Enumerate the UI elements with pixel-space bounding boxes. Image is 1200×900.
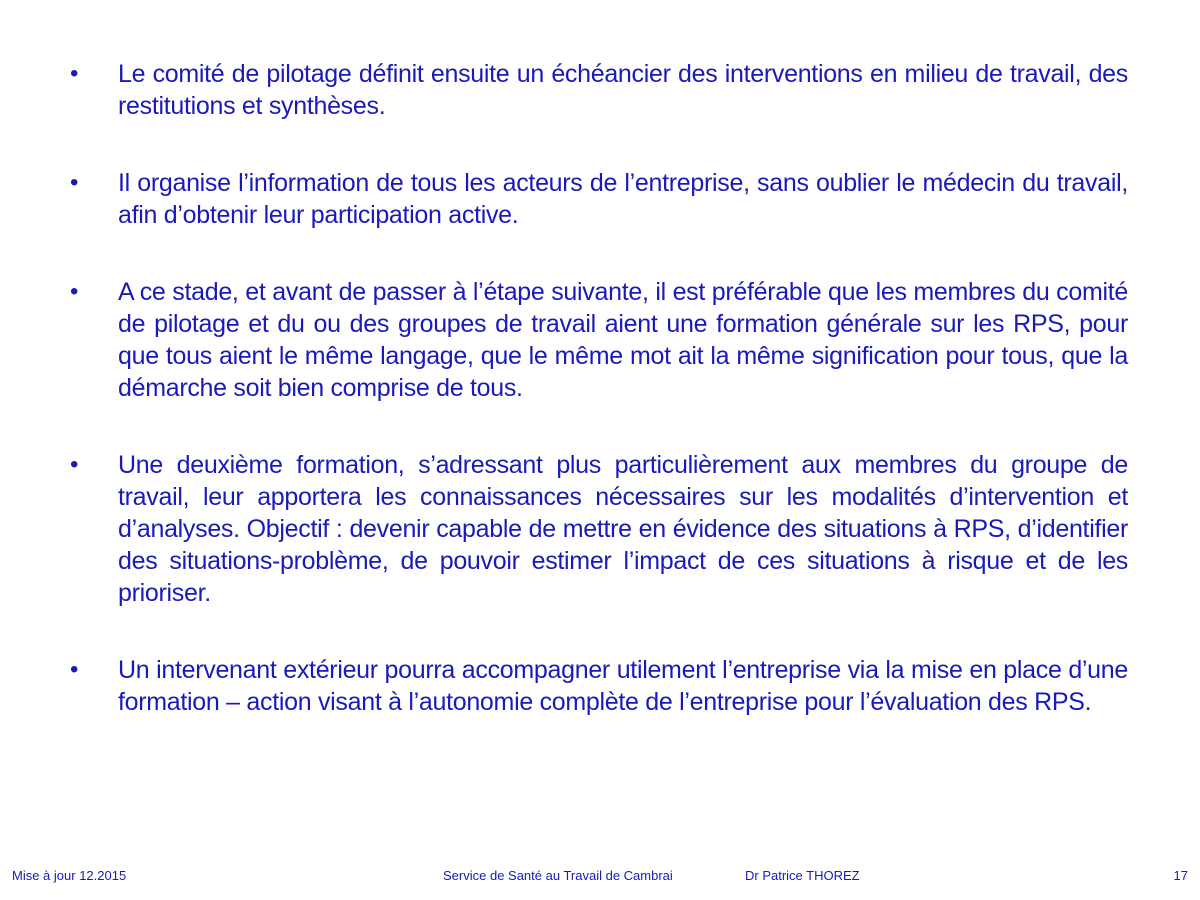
bullet-icon: • xyxy=(70,278,79,305)
bullet-text: A ce stade, et avant de passer à l’étape suivante, il est préférable que les membres du comité de pilotage et du ou des groupes de travail aient une formation générale sur les RPS, pour que tous aient le même langage, que le même mot ait la même signification pour tous, que la démarche soit bien comprise de tous. xyxy=(118,278,1128,402)
footer-updated-date: Mise à jour 12.2015 xyxy=(12,868,127,883)
page-number: 17 xyxy=(1173,868,1188,883)
bullet-icon: • xyxy=(70,451,79,478)
bullet-item xyxy=(70,276,1128,404)
bullet-icon: • xyxy=(70,656,79,683)
bullet-text: Un intervenant extérieur pourra accompagner utilement l’entreprise via la mise en place d’une formation – action visant à l’autonomie complète de l’entreprise pour l’évaluation des RPS. xyxy=(118,656,1128,716)
bullet-item xyxy=(70,167,1128,231)
bullet-icon: • xyxy=(70,60,79,87)
bullet-icon: • xyxy=(70,169,79,196)
bullet-item xyxy=(70,58,1128,122)
bullet-item xyxy=(70,449,1128,609)
footer-service-name: Service de Santé au Travail de Cambrai xyxy=(443,868,673,883)
bullet-text: Il organise l’information de tous les acteurs de l’entreprise, sans oublier le médecin du travail, afin d’obtenir leur participation active. xyxy=(118,169,1128,229)
bullet-text: Une deuxième formation, s’adressant plus particulièrement aux membres du groupe de travail, leur apportera les connaissances nécessaires sur les modalités d’intervention et d’analyses. Objectif : devenir capable de mettre en évidence des situations à RPS, d’identifier des situations-problème, de pouvoir estimer l’impact de ces situations à risque et de les prioriser. xyxy=(118,451,1128,607)
bullet-text: Le comité de pilotage définit ensuite un échéancier des interventions en milieu de travail, des restitutions et synthèses. xyxy=(118,60,1128,120)
bullet-item xyxy=(70,654,1128,718)
footer-author: Dr Patrice THOREZ xyxy=(745,868,860,883)
bullet-list xyxy=(70,58,1128,763)
